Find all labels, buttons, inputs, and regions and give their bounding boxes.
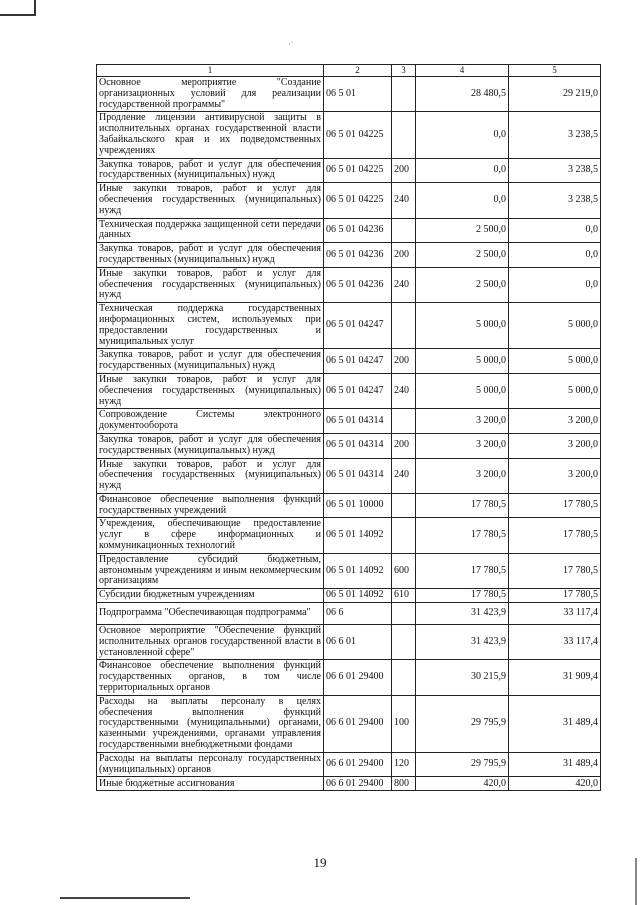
table-row <box>97 409 601 434</box>
row-code: 06 5 01 04236 <box>324 218 392 243</box>
row-expense-type <box>392 603 416 625</box>
row-name: Закупка товаров, работ и услуг для обеспечения государственных (муниципальных) нужд <box>97 158 324 183</box>
row-expense-type: 610 <box>392 589 416 603</box>
row-value-year1: 2 500,0 <box>416 243 509 268</box>
row-value-year2: 3 238,5 <box>509 112 601 158</box>
row-name: Сопровождение Системы электронного документооборота <box>97 409 324 434</box>
row-value-year2: 3 200,0 <box>509 458 601 493</box>
row-value-year1: 2 500,0 <box>416 267 509 302</box>
row-expense-type: 240 <box>392 458 416 493</box>
row-name: Закупка товаров, работ и услуг для обеспечения государственных (муниципальных) нужд <box>97 243 324 268</box>
row-value-year2: 3 238,5 <box>509 158 601 183</box>
row-code: 06 6 01 29400 <box>324 752 392 777</box>
row-code: 06 5 01 04314 <box>324 409 392 434</box>
row-value-year2: 33 117,4 <box>509 625 601 660</box>
row-expense-type <box>392 77 416 112</box>
row-name: Иные закупки товаров, работ и услуг для обеспечения государственных (муниципальных) нужд <box>97 183 324 218</box>
row-code: 06 5 01 04236 <box>324 243 392 268</box>
row-code: 06 6 <box>324 603 392 625</box>
table-row <box>97 553 601 588</box>
row-code: 06 5 01 04314 <box>324 433 392 458</box>
row-value-year1: 17 780,5 <box>416 493 509 518</box>
row-name: Иные закупки товаров, работ и услуг для обеспечения государственных (муниципальных) нужд <box>97 373 324 408</box>
row-value-year2: 3 238,5 <box>509 183 601 218</box>
row-value-year1: 28 480,5 <box>416 77 509 112</box>
row-value-year1: 29 795,9 <box>416 752 509 777</box>
row-value-year1: 31 423,9 <box>416 603 509 625</box>
row-value-year1: 3 200,0 <box>416 458 509 493</box>
row-code: 06 5 01 <box>324 77 392 112</box>
table-header-row <box>97 65 601 77</box>
row-name: Закупка товаров, работ и услуг для обеспечения государственных (муниципальных) нужд <box>97 349 324 374</box>
budget-table-body <box>97 65 601 791</box>
row-name: Расходы на выплаты персоналу государственных (муниципальных) органов <box>97 752 324 777</box>
row-value-year2: 5 000,0 <box>509 373 601 408</box>
table-row <box>97 243 601 268</box>
row-value-year2: 33 117,4 <box>509 603 601 625</box>
table-row <box>97 660 601 695</box>
row-name: Закупка товаров, работ и услуг для обеспечения государственных (муниципальных) нужд <box>97 433 324 458</box>
row-expense-type: 600 <box>392 553 416 588</box>
row-name: Техническая поддержка государственных информационных систем, используемых при предоставлении государственных и муниципальных услуг <box>97 303 324 349</box>
table-row <box>97 458 601 493</box>
row-code: 06 6 01 <box>324 625 392 660</box>
table-row <box>97 158 601 183</box>
row-value-year2: 5 000,0 <box>509 349 601 374</box>
row-name: Подпрограмма "Обеспечивающая подпрограмма" <box>97 603 324 625</box>
row-name: Субсидии бюджетным учреждениям <box>97 589 324 603</box>
row-expense-type: 100 <box>392 695 416 752</box>
row-code: 06 5 01 04247 <box>324 349 392 374</box>
row-value-year2: 17 780,5 <box>509 493 601 518</box>
row-expense-type <box>392 518 416 553</box>
table-row <box>97 603 601 625</box>
row-code: 06 5 01 14092 <box>324 518 392 553</box>
row-name: Учреждения, обеспечивающие предоставление услуг в сфере информационных и коммуникационных технологий <box>97 518 324 553</box>
table-row <box>97 493 601 518</box>
table-row <box>97 267 601 302</box>
row-code: 06 5 01 04247 <box>324 303 392 349</box>
row-expense-type: 200 <box>392 433 416 458</box>
row-value-year2: 17 780,5 <box>509 589 601 603</box>
row-name: Иные закупки товаров, работ и услуг для обеспечения государственных (муниципальных) нужд <box>97 458 324 493</box>
table-row <box>97 777 601 791</box>
row-expense-type: 200 <box>392 349 416 374</box>
table-row <box>97 625 601 660</box>
row-code: 06 5 01 04314 <box>324 458 392 493</box>
row-code: 06 5 01 10000 <box>324 493 392 518</box>
row-code: 06 6 01 29400 <box>324 660 392 695</box>
row-expense-type <box>392 409 416 434</box>
row-value-year1: 3 200,0 <box>416 409 509 434</box>
row-expense-type: 800 <box>392 777 416 791</box>
page-number: 19 <box>313 855 327 870</box>
row-value-year1: 5 000,0 <box>416 349 509 374</box>
row-value-year1: 17 780,5 <box>416 553 509 588</box>
table-row <box>97 589 601 603</box>
table-row <box>97 518 601 553</box>
row-value-year1: 29 795,9 <box>416 695 509 752</box>
row-value-year2: 0,0 <box>509 243 601 268</box>
table-row <box>97 349 601 374</box>
row-value-year2: 5 000,0 <box>509 303 601 349</box>
table-row <box>97 695 601 752</box>
row-value-year1: 30 215,9 <box>416 660 509 695</box>
row-expense-type: 200 <box>392 158 416 183</box>
table-row <box>97 303 601 349</box>
row-value-year1: 5 000,0 <box>416 373 509 408</box>
row-value-year1: 17 780,5 <box>416 518 509 553</box>
row-code: 06 5 01 04225 <box>324 112 392 158</box>
row-name: Основное мероприятие "Обеспечение функций исполнительных органов государственной власти в установленной сфере" <box>97 625 324 660</box>
column-header-1: 1 <box>97 65 324 77</box>
scan-border-corner <box>0 0 36 16</box>
row-value-year2: 29 219,0 <box>509 77 601 112</box>
row-expense-type: 240 <box>392 267 416 302</box>
row-value-year2: 31 489,4 <box>509 752 601 777</box>
scan-bottom-line <box>60 897 190 899</box>
row-expense-type: 240 <box>392 183 416 218</box>
table-row <box>97 77 601 112</box>
table-row <box>97 433 601 458</box>
row-value-year2: 17 780,5 <box>509 518 601 553</box>
table-row <box>97 752 601 777</box>
row-value-year1: 3 200,0 <box>416 433 509 458</box>
row-value-year1: 0,0 <box>416 112 509 158</box>
row-expense-type <box>392 660 416 695</box>
row-name: Продление лицензии антивирусной защиты в исполнительных органах государственной власти Забайкальского края и их подведомственных учреждениях <box>97 112 324 158</box>
table-row <box>97 373 601 408</box>
row-name: Техническая поддержка защищенной сети передачи данных <box>97 218 324 243</box>
row-code: 06 5 01 14092 <box>324 589 392 603</box>
row-value-year1: 5 000,0 <box>416 303 509 349</box>
row-expense-type <box>392 493 416 518</box>
row-code: 06 5 01 04225 <box>324 183 392 218</box>
row-value-year2: 31 489,4 <box>509 695 601 752</box>
row-name: Расходы на выплаты персоналу в целях обеспечения выполнения функций государственными (муниципальными) органами, казенными учреждениями, органами управления государственными внебюджетными фондами <box>97 695 324 752</box>
row-code: 06 6 01 29400 <box>324 777 392 791</box>
row-code: 06 5 01 04236 <box>324 267 392 302</box>
row-value-year2: 31 909,4 <box>509 660 601 695</box>
row-code: 06 5 01 04247 <box>324 373 392 408</box>
row-expense-type: 120 <box>392 752 416 777</box>
row-expense-type <box>392 218 416 243</box>
column-header-5: 5 <box>509 65 601 77</box>
row-name: Предоставление субсидий бюджетным, автономным учреждениям и иным некоммерческим организациям <box>97 553 324 588</box>
row-value-year1: 0,0 <box>416 158 509 183</box>
row-name: Иные закупки товаров, работ и услуг для обеспечения государственных (муниципальных) нужд <box>97 267 324 302</box>
row-value-year2: 420,0 <box>509 777 601 791</box>
row-name: Иные бюджетные ассигнования <box>97 777 324 791</box>
row-expense-type: 200 <box>392 243 416 268</box>
row-code: 06 5 01 14092 <box>324 553 392 588</box>
row-expense-type <box>392 625 416 660</box>
column-header-3: 3 <box>392 65 416 77</box>
row-expense-type <box>392 303 416 349</box>
table-row <box>97 218 601 243</box>
row-code: 06 5 01 04225 <box>324 158 392 183</box>
table-row <box>97 112 601 158</box>
row-value-year2: 3 200,0 <box>509 409 601 434</box>
scan-speck: ·˙ <box>288 40 294 49</box>
row-code: 06 6 01 29400 <box>324 695 392 752</box>
row-value-year1: 420,0 <box>416 777 509 791</box>
row-name: Финансовое обеспечение выполнения функций государственных учреждений <box>97 493 324 518</box>
row-name: Финансовое обеспечение выполнения функций государственных органов, в том числе территориальных органов <box>97 660 324 695</box>
row-value-year2: 0,0 <box>509 267 601 302</box>
row-value-year2: 0,0 <box>509 218 601 243</box>
column-header-2: 2 <box>324 65 392 77</box>
row-value-year2: 17 780,5 <box>509 553 601 588</box>
column-header-4: 4 <box>416 65 509 77</box>
row-value-year1: 17 780,5 <box>416 589 509 603</box>
row-value-year1: 0,0 <box>416 183 509 218</box>
row-expense-type: 240 <box>392 373 416 408</box>
row-expense-type <box>392 112 416 158</box>
budget-table <box>96 64 601 791</box>
table-row <box>97 183 601 218</box>
row-value-year2: 3 200,0 <box>509 433 601 458</box>
row-value-year1: 2 500,0 <box>416 218 509 243</box>
row-value-year1: 31 423,9 <box>416 625 509 660</box>
row-name: Основное мероприятие "Создание организационных условий для реализации государственной программы" <box>97 77 324 112</box>
